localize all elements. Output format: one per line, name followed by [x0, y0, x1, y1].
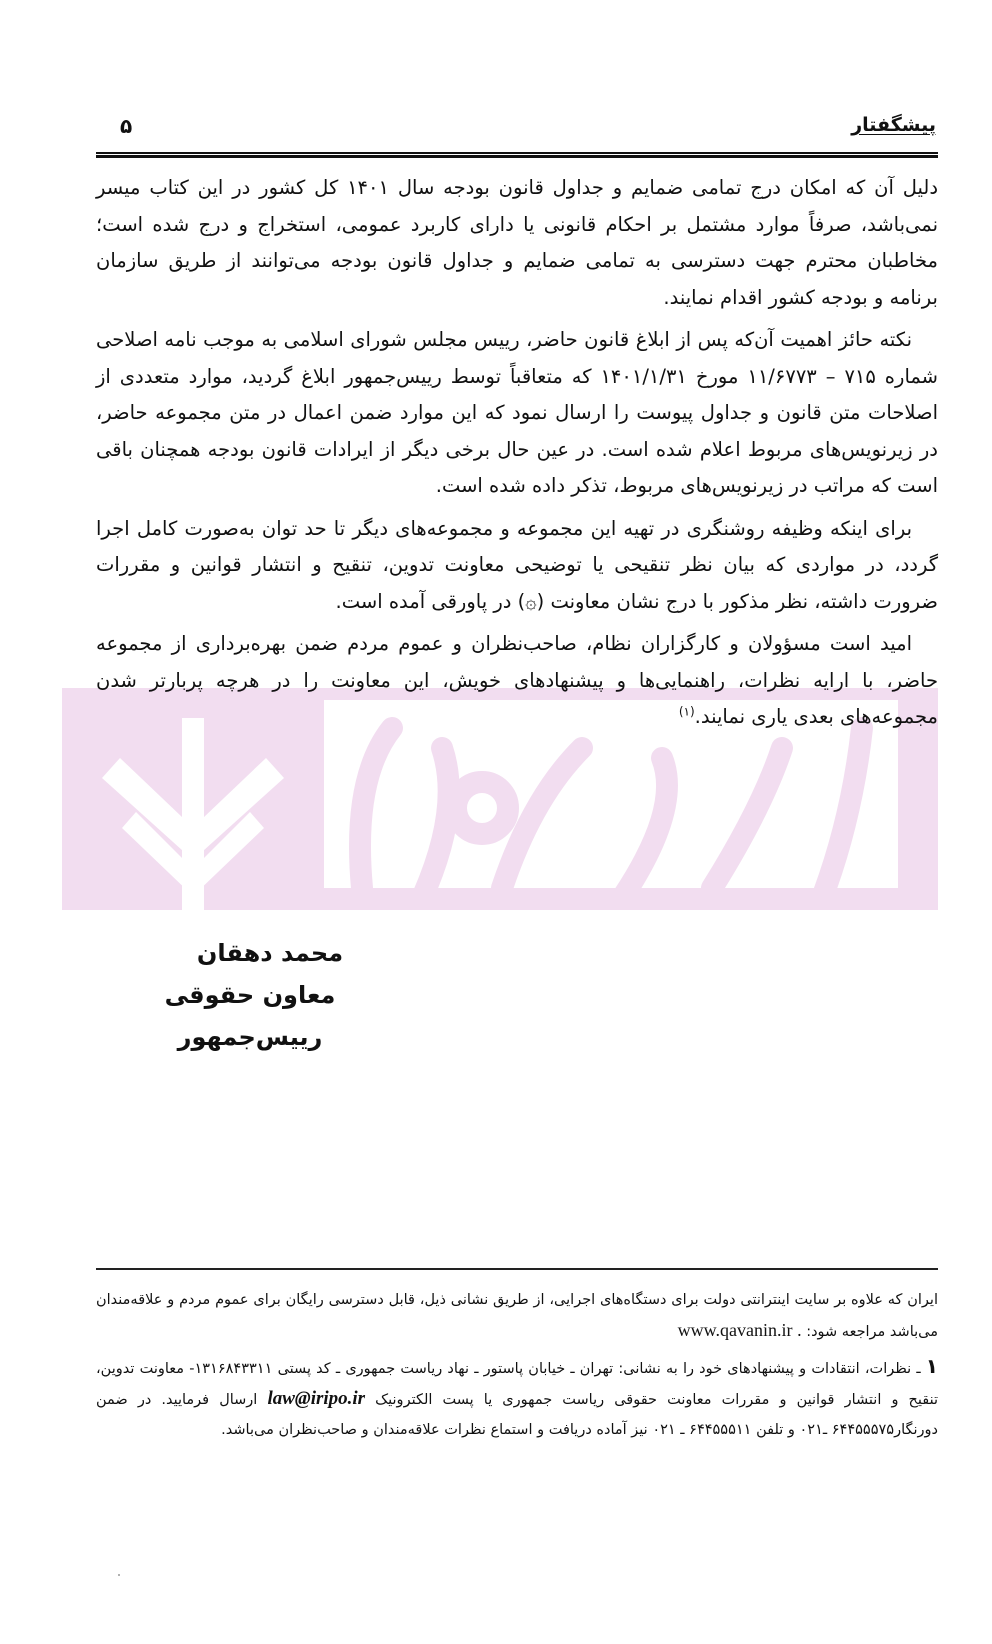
paragraph: نکته حائز اهمیت آن‌که پس از ابلاغ قانون حاضر، رییس مجلس شورای اسلامی به موجب نامه اصلاحی شماره ۷۱۵ – ۱۱/۶۷۷۳ مورخ ۱۴۰۱/۱/۳۱ که متعاقباً توسط رییس‌جمهور ابلاغ گردید، موارد متعددی از اصلاحات متن قانون و جداول پیوست را ارسال نمود که این موارد ضمن اعمال در متن مجموعه حاضر، در زیرنویس‌های مربوط اعلام شده است. در عین حال برخی دیگر از ایرادات قانون بودجه همچنان باقی است که مراتب در زیرنویس‌های مربوط، تذکر داده شده است. — [96, 328, 938, 497]
footnote-continuation — [96, 1285, 938, 1347]
signature-block — [100, 932, 400, 1058]
footnote-1 — [96, 1351, 938, 1445]
page-number: ۵ — [120, 114, 133, 138]
paragraph: برای اینکه وظیفه روشنگری در تهیه این مجموعه و مجموعه‌های دیگر تا حد توان به‌صورت کامل اجرا گردد، در مواردی که بیان نظر تنقیحی یا توضیحی معاونت تدوین، تنقیح و انتشار قوانین و مقررات ضرورت داشته، نظر مذکور با درج نشان معاونت (۞) در پاورقی آمده است. — [96, 516, 938, 613]
website-suffix: . — [797, 1320, 802, 1340]
scan-speck — [118, 1574, 120, 1576]
running-title: پیشگفتار — [851, 114, 936, 136]
footnote-continuation-text: ایران که علاوه بر سایت اینترانتی دولت برای دستگاه‌های اجرایی، از طریق نشانی ذیل، قابل دسترسی رایگان برای عموم مردم و علاقه‌مندان می‌باشد مراجعه شود: — [96, 1292, 938, 1340]
footnote-reference[interactable]: (۱) — [678, 704, 695, 719]
body-text — [96, 170, 938, 742]
footnote-rule — [96, 1268, 938, 1270]
signatory-name: محمد دهقان — [196, 939, 344, 967]
footnote-1-text-end: ارسال فرمایید. در ضمن دورنگار۶۴۴۵۵۵۷۵ ـ۰۲۱ و تلفن ۶۴۴۵۵۵۱۱ ـ ۰۲۱ نیز آماده دریافت و استماع نظرات علاقه‌مندان و صاحب‌نظران می‌باشد. — [96, 1392, 938, 1438]
paragraph — [96, 626, 938, 736]
header-rule — [96, 152, 938, 158]
footnotes — [96, 1285, 938, 1449]
email-link[interactable]: law@iripo.ir — [267, 1388, 366, 1409]
website-link[interactable]: www.qavanin.ir — [677, 1320, 793, 1340]
paragraph: دلیل آن که امکان درج تمامی ضمایم و جداول قانون بودجه سال ۱۴۰۱ کل کشور در این کتاب میسر نمی‌باشد، صرفاً موارد مشتمل بر احکام قانونی یا دارای کاربرد عمومی، استخراج و درج شده است؛ مخاطبان محترم جهت دسترسی به تمامی ضمایم و جداول قانون بودجه می‌توانند از طریق سازمان برنامه و بودجه کشور اقدام نمایند. — [96, 176, 938, 309]
paragraph-text: امید است مسؤولان و کارگزاران نظام، صاحب‌نظران و عموم مردم ضمن بهره‌برداری از مجموعه حاضر، با ارایه نظرات، راهنمایی‌ها و پیشنهادهای خویش، این معاونت را در هرچه پربارتر شدن مجموعه‌های بعدی یاری نمایند. — [96, 632, 938, 728]
running-header — [96, 108, 936, 148]
footnote-1-text: ـ نظرات، انتقادات و پیشنهادهای خود را به نشانی: تهران ـ خیابان پاستور ـ نهاد ریاست جمهوری ـ کد پستی ۱۳۱۶۸۴۳۳۱۱- معاونت تدوین، تنقیح و انتشار قوانین و مقررات معاونت حقوقی ریاست جمهوری یا پست الکترونیک — [96, 1361, 939, 1408]
signatory-title: معاون حقوقی رییس‌جمهور — [164, 981, 336, 1051]
footnote-number: ۱ — [925, 1354, 939, 1378]
